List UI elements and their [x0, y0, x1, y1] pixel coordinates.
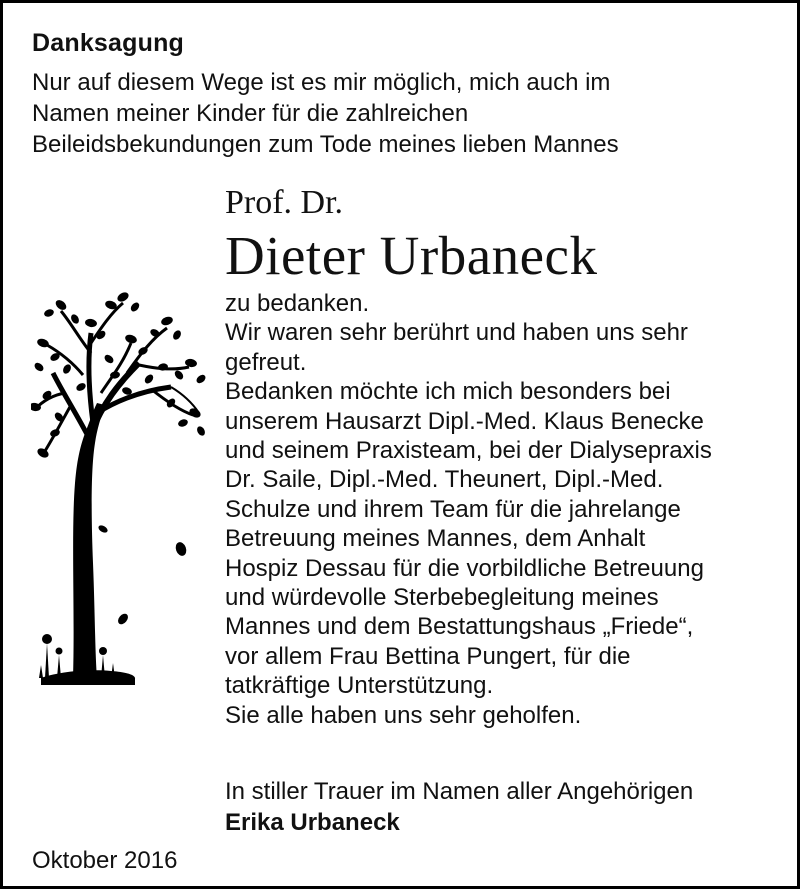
body-line: unserem Hausarzt Dipl.-Med. Klaus Benecke [225, 407, 704, 435]
deceased-name: Dieter Urbaneck [225, 225, 598, 286]
closing-line: In stiller Trauer im Namen aller Angehörigen [225, 778, 694, 805]
signature: Erika Urbaneck [225, 809, 400, 836]
body-line: Sie alle haben uns sehr geholfen. [225, 701, 582, 729]
body-line: Bedanken möchte ich mich besonders bei [225, 378, 671, 406]
body-line: und würdevolle Sterbebegleitung meines [225, 584, 659, 612]
intro-line: Nur auf diesem Wege ist es mir möglich, mich auch im [32, 69, 611, 96]
thanks-body [225, 289, 785, 730]
intro-line: Beileidsbekundungen zum Tode meines lieben Mannes [32, 131, 619, 158]
body-line: Mannes und dem Bestattungshaus „Friede“, [225, 613, 694, 641]
body-line: und seinem Praxisteam, bei der Dialysepraxis [225, 437, 712, 465]
body-line: Schulze und ihrem Team für die jahrelange [225, 495, 681, 523]
body-line: zu bedanken. [225, 290, 370, 317]
intro-line: Namen meiner Kinder für die zahlreichen [32, 100, 469, 127]
date: Oktober 2016 [32, 847, 178, 874]
heading: Danksagung [32, 29, 185, 57]
body-line: tatkräftige Unterstützung. [225, 672, 494, 700]
deceased-title: Prof. Dr. [225, 184, 344, 221]
body-line: gefreut. [225, 348, 307, 376]
body-line: Hospiz Dessau für die vorbildliche Betreuung [225, 554, 704, 582]
intro-paragraph [32, 67, 772, 160]
body-line: Dr. Saile, Dipl.-Med. Theunert, Dipl.-Med. [225, 466, 664, 494]
body-line: Betreuung meines Mannes, dem Anhalt [225, 525, 646, 553]
tree-silhouette-icon [31, 283, 211, 698]
body-line: vor allem Frau Bettina Pungert, für die [225, 642, 631, 670]
body-line: Wir waren sehr berührt und haben uns sehr [225, 319, 688, 347]
